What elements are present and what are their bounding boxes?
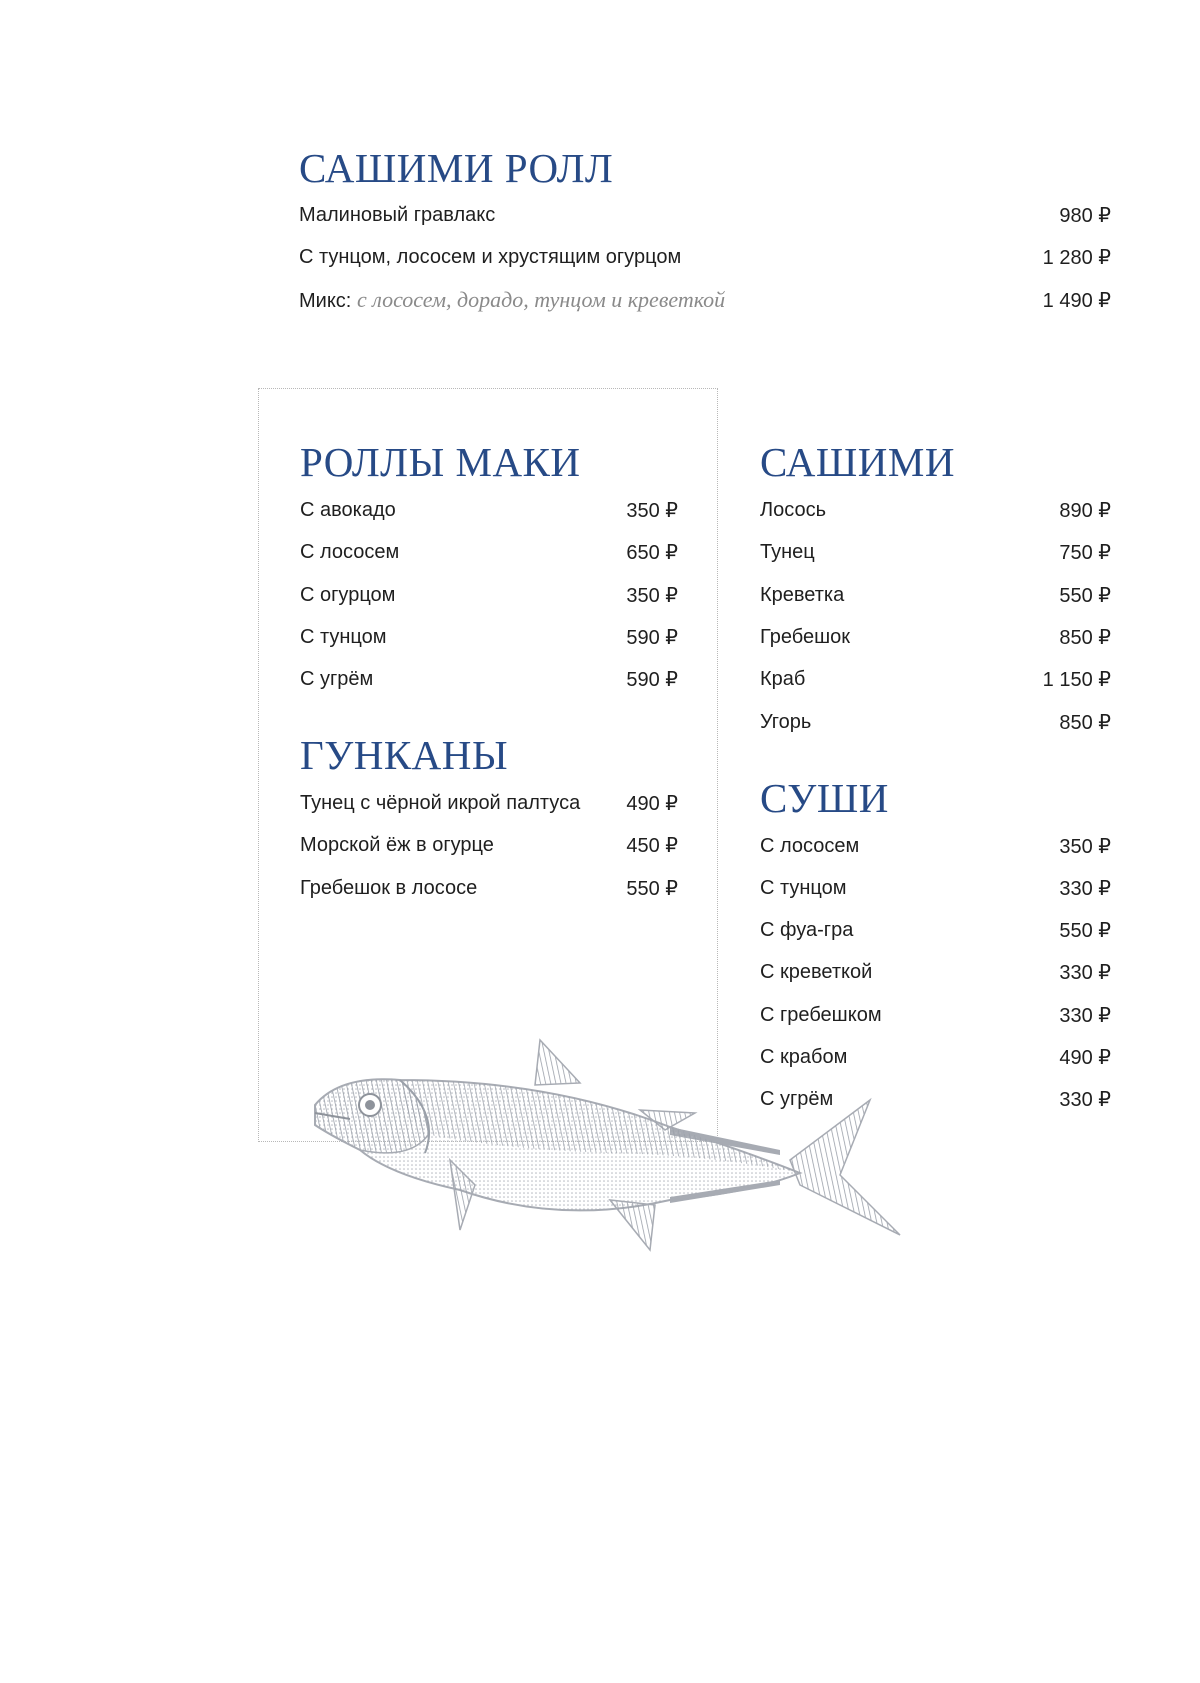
item-name-wrap <box>299 287 725 313</box>
item-price: 1 150 ₽ <box>1042 668 1111 691</box>
item-name: Креветка <box>760 583 845 606</box>
menu-item <box>760 915 1111 945</box>
item-name: Морской ёж в огурце <box>300 833 494 856</box>
menu-item <box>299 242 1111 272</box>
item-name: С угрём <box>300 667 374 690</box>
item-name: Тунец <box>760 540 815 563</box>
item-price: 330 ₽ <box>1059 1088 1111 1111</box>
item-price: 850 ₽ <box>1059 711 1111 734</box>
item-name: Гребешок <box>760 625 850 648</box>
item-price: 330 ₽ <box>1059 1004 1111 1027</box>
item-name: Угорь <box>760 710 812 733</box>
item-name: С крабом <box>760 1045 848 1068</box>
item-price: 550 ₽ <box>626 877 678 900</box>
menu-item <box>760 664 1111 694</box>
item-name: С огурцом <box>300 583 396 606</box>
item-price: 450 ₽ <box>626 834 678 857</box>
item-name: Краб <box>760 667 806 690</box>
tuna-fish-icon <box>310 1035 910 1285</box>
menu-item <box>300 788 678 818</box>
section-title-maki: РОЛЛЫ МАКИ <box>300 439 581 485</box>
item-price: 350 ₽ <box>1059 835 1111 858</box>
menu-item <box>760 622 1111 652</box>
item-price: 330 ₽ <box>1059 877 1111 900</box>
item-price: 850 ₽ <box>1059 626 1111 649</box>
item-name: С фуа-гра <box>760 918 854 941</box>
menu-item <box>760 537 1111 567</box>
item-price: 1 280 ₽ <box>1042 246 1111 269</box>
item-price: 1 490 ₽ <box>1042 289 1111 312</box>
item-name: С авокадо <box>300 498 396 521</box>
section-title-sushi: СУШИ <box>760 775 889 821</box>
item-price: 550 ₽ <box>1059 919 1111 942</box>
menu-item <box>760 957 1111 987</box>
item-name: Малиновый гравлакс <box>299 203 496 226</box>
item-name: С лососем <box>300 540 400 563</box>
item-name: Гребешок в лососе <box>300 876 478 899</box>
menu-item <box>300 873 678 903</box>
menu-item <box>300 622 678 652</box>
item-price: 350 ₽ <box>626 499 678 522</box>
item-price: 650 ₽ <box>626 541 678 564</box>
item-name: С гребешком <box>760 1003 882 1026</box>
item-name: С лососем <box>760 834 860 857</box>
item-name: Тунец с чёрной икрой палтуса <box>300 791 581 814</box>
menu-item <box>760 495 1111 525</box>
item-price: 330 ₽ <box>1059 961 1111 984</box>
menu-item <box>299 285 1111 315</box>
item-price: 980 ₽ <box>1059 204 1111 227</box>
item-name: С тунцом <box>760 876 847 899</box>
menu-item <box>300 664 678 694</box>
item-name: С тунцом <box>300 625 387 648</box>
section-title-gunkan: ГУНКАНЫ <box>300 732 509 778</box>
menu-item <box>299 200 1111 230</box>
item-description: с лососем, дорадо, тунцом и креветкой <box>356 287 726 312</box>
item-price: 490 ₽ <box>626 792 678 815</box>
menu-item <box>760 580 1111 610</box>
item-name: С креветкой <box>760 960 873 983</box>
item-name: Микс: <box>299 290 352 312</box>
menu-item <box>760 873 1111 903</box>
item-name: С угрём <box>760 1087 834 1110</box>
item-price: 490 ₽ <box>1059 1046 1111 1069</box>
menu-item <box>300 580 678 610</box>
section-title-sashimi: САШИМИ <box>760 439 955 485</box>
menu-item <box>300 537 678 567</box>
menu-item <box>760 707 1111 737</box>
menu-item <box>760 831 1111 861</box>
item-price: 750 ₽ <box>1059 541 1111 564</box>
item-price: 350 ₽ <box>626 584 678 607</box>
item-name: Лосось <box>760 498 827 521</box>
item-price: 590 ₽ <box>626 626 678 649</box>
item-price: 890 ₽ <box>1059 499 1111 522</box>
menu-item <box>300 495 678 525</box>
item-price: 550 ₽ <box>1059 584 1111 607</box>
menu-item <box>300 830 678 860</box>
section-title-sashimi-roll: САШИМИ РОЛЛ <box>299 145 614 191</box>
item-name: С тунцом, лососем и хрустящим огурцом <box>299 245 682 268</box>
menu-item <box>760 1000 1111 1030</box>
item-price: 590 ₽ <box>626 668 678 691</box>
